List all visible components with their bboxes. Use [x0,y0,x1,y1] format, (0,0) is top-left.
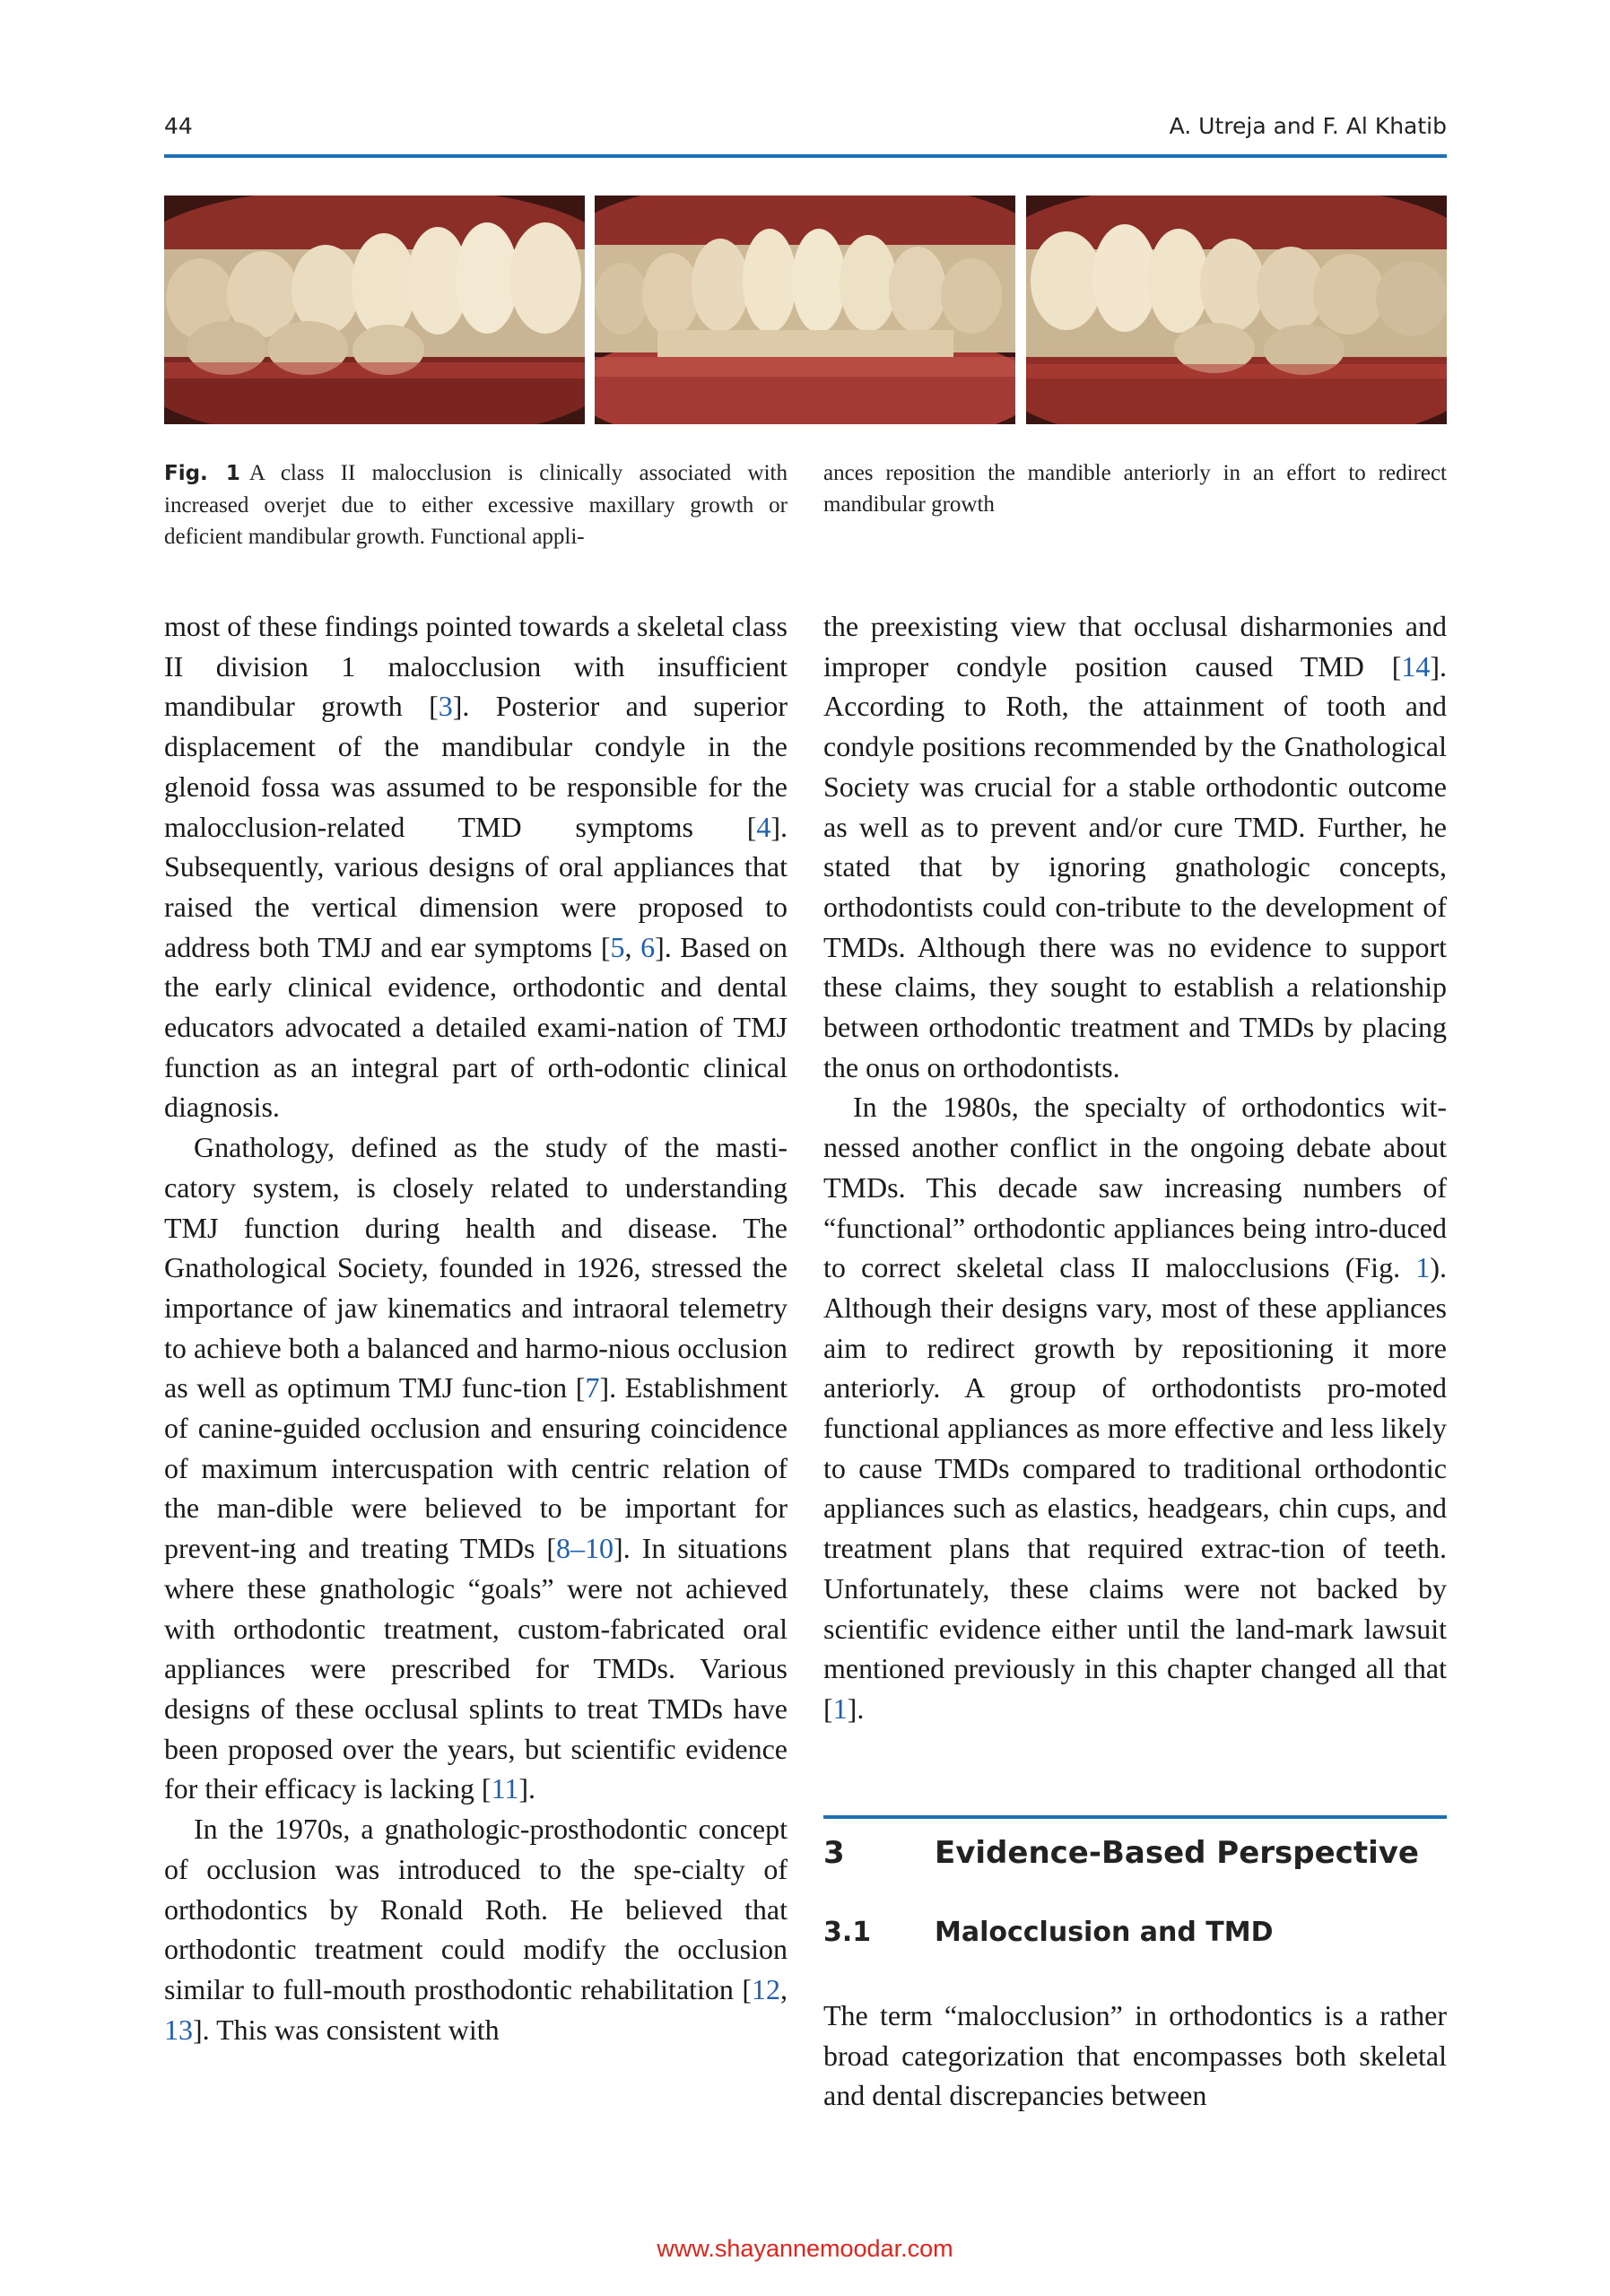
running-head-authors: A. Utreja and F. Al Khatib [1169,113,1447,139]
reference-link[interactable]: 5 [610,930,625,963]
footer-url[interactable]: www.shayannemoodar.com [657,2235,953,2262]
text: Gnathology, defined as the study of the masti-catory system, is closely related to understanding TMJ function during health and disease. The Gnathological Society, founded in 1926, stressed the importance of jaw kinematics and intraoral telemetry to achieve both a balanced and harmo-nious occlusion as well as optimum TMJ func-tion [ [164,1131,788,1405]
paragraph [164,1127,788,1809]
text: the preexisting view that occlusal disharmonies and improper condyle position caused TMD [ [823,610,1447,683]
figure-caption-part1 [164,457,788,552]
subsection-number: 3.1 [823,1917,872,1948]
text: ]. According to Roth, the attainment of tooth and condyle positions recommended by the Gnathological Society was crucial for a stable orthodontic outcome as well as to prevent and/or cure TMD. Further, he stated that by ignoring gnathologic concepts, orthodontists could con-tribute to the development of TMDs. Although there was no evidence to support these claims, they sought to establish a relationship between orthodontic treatment and TMDs by placing the onus on orthodontists. [823,649,1447,1083]
subsection-title: Malocclusion and TMD [935,1917,1274,1948]
text: most of these findings pointed towards a skeletal class II division 1 malocclusion with insufficient mandibular growth [ [164,610,788,723]
running-head [164,113,1447,149]
text: ]. Posterior and superior displacement of the mandibular condyle in the glenoid fossa was assumed to be responsible for the malocclusion-related TMD symptoms [ [164,690,788,843]
caption-text-2: ances reposition the mandible anteriorly in an effort to redirect mandibular growth [823,461,1447,517]
reference-link[interactable]: 3 [438,690,453,723]
section-rule [823,1815,1447,1819]
page-number: 44 [164,113,193,139]
reference-link[interactable]: 4 [756,810,771,843]
section-title: Evidence-Based Perspective [935,1835,1419,1871]
right-column [823,606,1447,1729]
section-number: 3 [823,1835,845,1871]
text: ]. Establishment of canine-guided occlusion and ensuring coincidence of maximum intercuspation with centric relation of the man-dible were believed to be important for prevent-ing and treating TMDs [ [164,1371,788,1565]
text: ]. Subsequently, various designs of oral appliances that raised the vertical dimension were proposed to address both TMJ and ear symptoms [ [164,810,788,963]
reference-link[interactable]: 1 [832,1692,848,1725]
reference-link[interactable]: 7 [585,1371,600,1405]
section-body [823,1996,1447,2116]
reference-link[interactable]: 13 [164,2013,193,2046]
header-rule [164,154,1447,158]
paragraph [164,606,788,1127]
reference-link[interactable]: 12 [752,1972,780,2005]
left-column [164,606,788,2049]
text: ). Although their designs vary, most of these appliances aim to redirect growth by repositioning it more anteriorly. A group of orthodontists pro-moted functional appliances as more effective and less likely to cause TMDs compared to traditional orthodontic appliances such as elastics, headgears, chin cups, and treatment plans that required extrac-tion of teeth. Unfortunately, these claims were not backed by scientific evidence either until the land-mark lawsuit mentioned previously in this chapter changed all that [ [823,1251,1447,1725]
text: , [780,1972,788,2005]
reference-link[interactable]: 6 [640,930,656,963]
caption-text-1: A class II malocclusion is clinically associated with increased overjet due to either excessive maxillary growth or deficient mandibular growth. Functional appli- [164,461,788,549]
figure-link[interactable]: 1 [1415,1251,1431,1284]
paragraph [823,606,1447,1087]
figure-caption-part2 [823,457,1447,520]
reference-link[interactable]: 14 [1401,649,1431,683]
text: ]. Based on the early clinical evidence, orthodontic and dental educators advocated a detailed exami-nation of TMJ function as an integral part of orth-odontic clinical diagnosis. [164,930,788,1124]
reference-link[interactable]: 11 [491,1772,519,1805]
intraoral-photo-left-view [1026,196,1447,424]
text: , [624,930,641,963]
figure-1 [164,196,1447,424]
text: ]. [518,1772,536,1805]
intraoral-photo-frontal-view [595,196,1015,424]
paragraph: The term “malocclusion” in orthodontics is a rather broad categorization that encompasses both skeletal and dental discrepancies between [823,1999,1447,2112]
intraoral-photo-right-view [164,196,585,424]
text: ]. In situations where these gnathologic “goals” were not achieved with orthodontic treatment, custom-fabricated oral appliances were prescribed for TMDs. Various designs of these occlusal splints to treat TMDs have been proposed over the years, but scientific evidence for their efficacy is lacking [ [164,1532,788,1805]
text: In the 1970s, a gnathologic-prosthodontic concept of occlusion was introduced to the spe-cialty of orthodontics by Ronald Roth. He believed that orthodontic treatment could modify the occlusion similar to full-mouth prosthodontic rehabilitation [ [164,1813,788,2005]
text: ]. [847,1692,865,1725]
paragraph [823,1087,1447,1728]
text: ]. This was consistent with [193,2013,500,2046]
text: In the 1980s, the specialty of orthodontics wit-nessed another conflict in the ongoing debate about TMDs. This decade saw increasing numbers of “functional” orthodontic appliances being intro-duced to correct skeletal class II malocclusions (Fig. [823,1091,1447,1284]
reference-link[interactable]: 8–10 [556,1532,614,1565]
paragraph [164,1809,788,2049]
figure-label: Fig. 1 [164,462,240,485]
